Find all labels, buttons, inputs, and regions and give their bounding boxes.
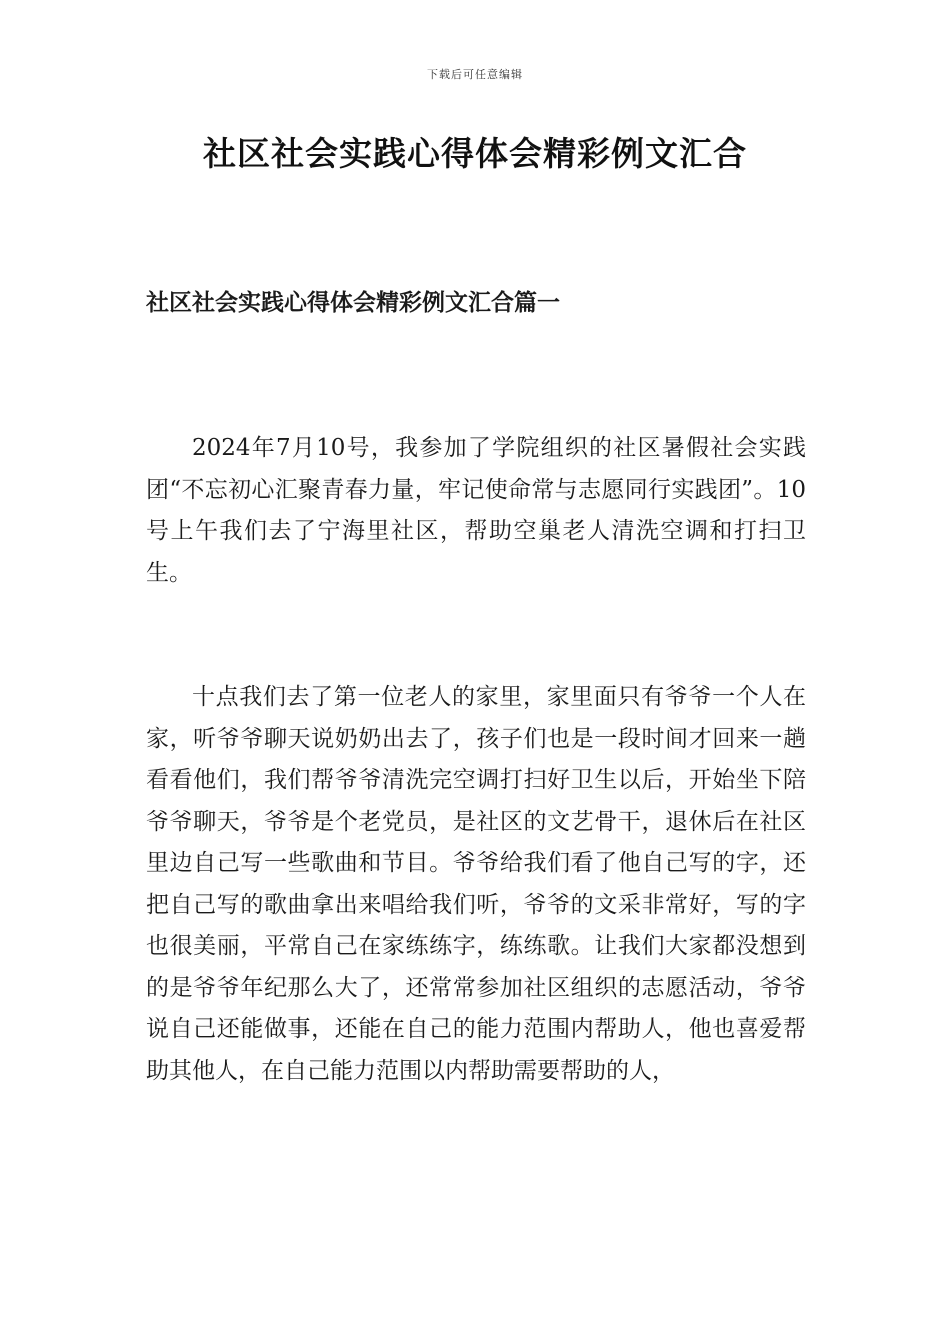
body-paragraph-2: 十点我们去了第一位老人的家里，家里面只有爷爷一个人在家，听爷爷聊天说奶奶出去了，孩子们也是一段时间才回来一趟看看他们，我们帮爷爷清洗完空调打扫好卫生以后，开始坐下陪爷爷聊天，爷爷是个老党员，是社区的文艺骨干，退休后在社区里边自己写一些歌曲和节目。爷爷给我们看了他自己写的字，还把自己写的歌曲拿出来唱给我们听，爷爷的文采非常好，写的字也很美丽，平常自己在家练练字，练练歌。让我们大家都没想到的是爷爷年纪那么大了，还常常参加社区组织的志愿活动，爷爷说自己还能做事，还能在自己的能力范围内帮助人，他也喜爱帮助其他人，在自己能力范围以内帮助需要帮助的人， xyxy=(146,684,806,1084)
body-paragraph-1: 2024年7月10号，我参加了学院组织的社区暑假社会实践团“不忘初心汇聚青春力量，牢记使命常与志愿同行实践团”。10号上午我们去了宁海里社区，帮助空巢老人清洗空调和打扫卫生。 xyxy=(146,435,806,586)
header-note: 下载后可任意编辑 xyxy=(427,68,523,81)
section-heading: 社区社会实践心得体会精彩例文汇合篇一 xyxy=(146,289,560,316)
document-title: 社区社会实践心得体会精彩例文汇合 xyxy=(203,134,747,173)
